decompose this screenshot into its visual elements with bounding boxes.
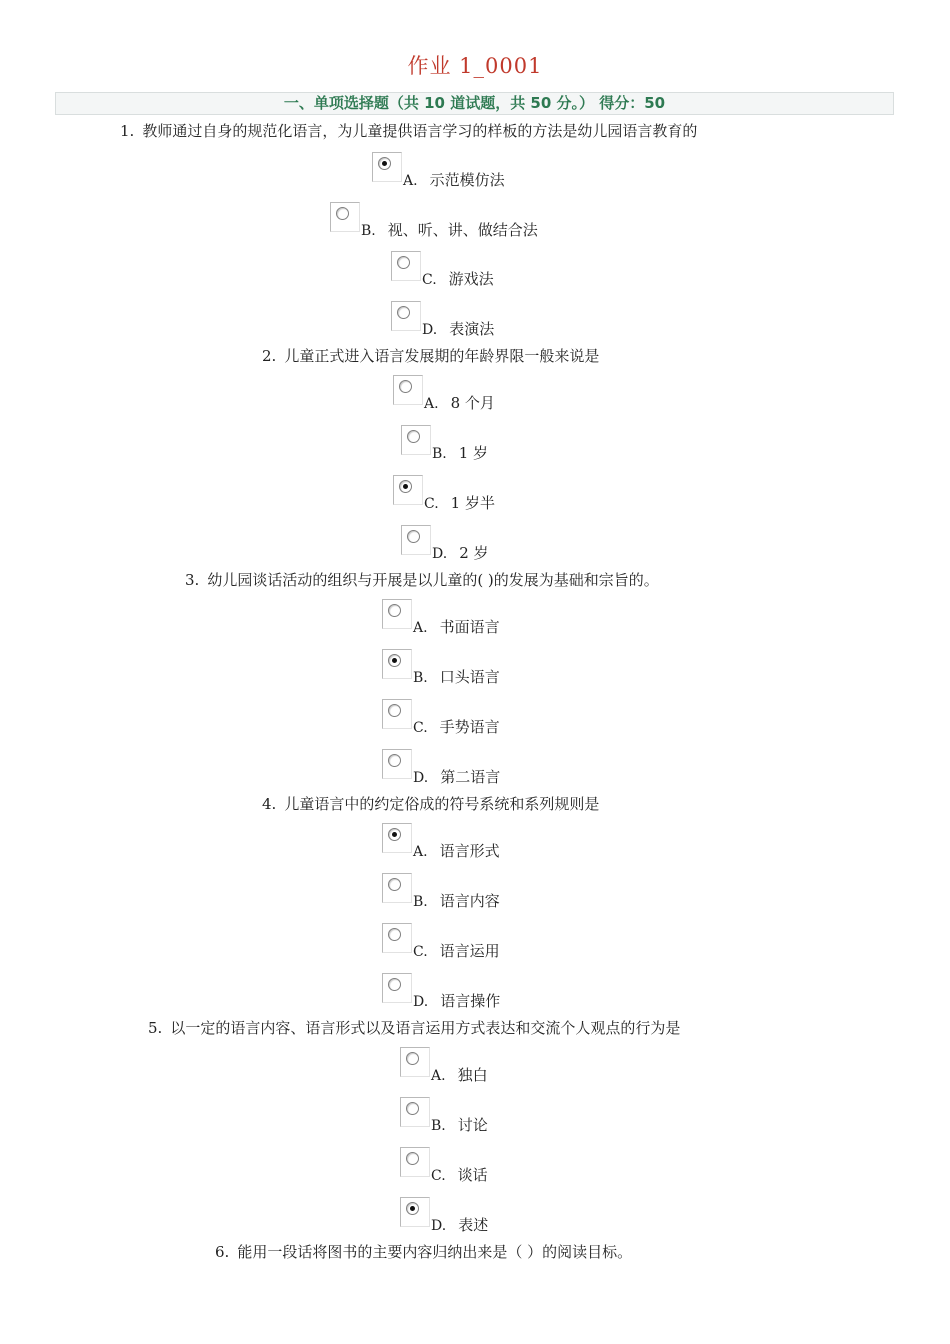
option-text: 1 岁 <box>458 444 489 462</box>
radio-unchecked-icon[interactable] <box>406 1102 419 1115</box>
option-text: 语言形式 <box>439 842 500 860</box>
radio-unchecked-icon[interactable] <box>397 306 410 319</box>
option-letter: B. <box>431 1118 446 1134</box>
radio-unchecked-icon[interactable] <box>388 928 401 941</box>
option-text: 语言运用 <box>439 942 500 960</box>
radio-frame[interactable] <box>382 973 412 1003</box>
radio-unchecked-icon[interactable] <box>388 754 401 767</box>
question-number: 6. <box>215 1243 230 1261</box>
radio-unchecked-icon[interactable] <box>407 530 420 543</box>
option-letter: A. <box>424 396 439 412</box>
radio-frame[interactable] <box>372 152 402 182</box>
radio-frame[interactable] <box>400 1197 430 1227</box>
option-letter: A. <box>403 173 418 189</box>
question-6 <box>215 1241 632 1262</box>
question-text: 能用一段话将图书的主要内容归纳出来是（ ）的阅读目标。 <box>237 1243 633 1261</box>
radio-frame[interactable] <box>391 301 421 331</box>
question-text: 儿童语言中的约定俗成的符号系统和系列规则是 <box>284 795 600 813</box>
radio-frame[interactable] <box>330 202 360 232</box>
radio-unchecked-icon[interactable] <box>397 256 410 269</box>
option-letter: C. <box>422 272 437 288</box>
option-letter: C. <box>431 1168 446 1184</box>
radio-frame[interactable] <box>393 375 423 405</box>
option-text: 8 个月 <box>450 394 495 412</box>
page-title: 作业 1_0001 <box>407 54 543 78</box>
radio-unchecked-icon[interactable] <box>399 380 412 393</box>
radio-frame[interactable] <box>401 525 431 555</box>
radio-frame[interactable] <box>391 251 421 281</box>
option-letter: D. <box>413 770 429 786</box>
radio-frame[interactable] <box>382 699 412 729</box>
radio-checked-icon[interactable] <box>406 1202 419 1215</box>
option-letter: C. <box>413 944 428 960</box>
option-letter: C. <box>424 496 439 512</box>
question-number: 5. <box>148 1019 163 1037</box>
option-letter: B. <box>413 670 428 686</box>
option-text: 谈话 <box>457 1166 488 1184</box>
option-letter: D. <box>431 1218 447 1234</box>
option-letter: D. <box>432 546 448 562</box>
question-1 <box>120 120 697 141</box>
radio-frame[interactable] <box>393 475 423 505</box>
question-number: 2. <box>262 347 277 365</box>
radio-unchecked-icon[interactable] <box>388 878 401 891</box>
question-2 <box>262 345 599 366</box>
radio-unchecked-icon[interactable] <box>388 604 401 617</box>
question-text: 儿童正式进入语言发展期的年龄界限一般来说是 <box>284 347 600 365</box>
option-text: 视、听、讲、做结合法 <box>387 221 538 239</box>
radio-frame[interactable] <box>382 823 412 853</box>
question-number: 1. <box>120 122 135 140</box>
radio-frame[interactable] <box>400 1147 430 1177</box>
question-5 <box>148 1017 680 1038</box>
question-number: 4. <box>262 795 277 813</box>
radio-frame[interactable] <box>400 1097 430 1127</box>
option-text: 手势语言 <box>439 718 500 736</box>
option-letter: A. <box>413 620 428 636</box>
question-3 <box>185 569 659 590</box>
question-text: 教师通过自身的规范化语言，为儿童提供语言学习的样板的方法是幼儿园语言教育的 <box>142 122 698 140</box>
radio-unchecked-icon[interactable] <box>406 1152 419 1165</box>
question-4 <box>262 793 599 814</box>
radio-checked-icon[interactable] <box>378 157 391 170</box>
option-text: 2 岁 <box>459 544 489 562</box>
radio-checked-icon[interactable] <box>399 480 412 493</box>
radio-unchecked-icon[interactable] <box>336 207 349 220</box>
radio-unchecked-icon[interactable] <box>388 704 401 717</box>
option-letter: B. <box>413 894 428 910</box>
radio-frame[interactable] <box>382 649 412 679</box>
option-text: 示范模仿法 <box>429 171 505 189</box>
radio-frame[interactable] <box>382 923 412 953</box>
option-letter: A. <box>413 844 428 860</box>
option-text: 表述 <box>458 1216 489 1234</box>
radio-frame[interactable] <box>400 1047 430 1077</box>
option-text: 表演法 <box>449 320 495 338</box>
option-text: 书面语言 <box>439 618 500 636</box>
question-number: 3. <box>185 571 200 589</box>
option-text: 独白 <box>457 1066 488 1084</box>
option-letter: D. <box>422 322 438 338</box>
option-letter: C. <box>413 720 428 736</box>
question-text: 幼儿园谈话活动的组织与开展是以儿童的( )的发展为基础和宗旨的。 <box>207 571 659 589</box>
option-text: 讨论 <box>457 1116 488 1134</box>
question-text: 以一定的语言内容、语言形式以及语言运用方式表达和交流个人观点的行为是 <box>170 1019 681 1037</box>
option-text: 1 岁半 <box>450 494 495 512</box>
option-letter: A. <box>431 1068 446 1084</box>
radio-frame[interactable] <box>382 749 412 779</box>
radio-unchecked-icon[interactable] <box>406 1052 419 1065</box>
option-text: 游戏法 <box>448 270 494 288</box>
radio-checked-icon[interactable] <box>388 654 401 667</box>
radio-frame[interactable] <box>382 599 412 629</box>
option-text: 第二语言 <box>440 768 501 786</box>
option-letter: B. <box>432 446 447 462</box>
radio-frame[interactable] <box>401 425 431 455</box>
radio-checked-icon[interactable] <box>388 828 401 841</box>
radio-frame[interactable] <box>382 873 412 903</box>
section-header: 一、单项选择题（共 10 道试题，共 50 分。） 得分：50 <box>55 92 894 115</box>
radio-unchecked-icon[interactable] <box>407 430 420 443</box>
option-text: 语言内容 <box>439 892 500 910</box>
option-letter: B. <box>361 223 376 239</box>
option-letter: D. <box>413 994 429 1010</box>
option-text: 语言操作 <box>440 992 501 1010</box>
radio-unchecked-icon[interactable] <box>388 978 401 991</box>
option-text: 口头语言 <box>439 668 500 686</box>
